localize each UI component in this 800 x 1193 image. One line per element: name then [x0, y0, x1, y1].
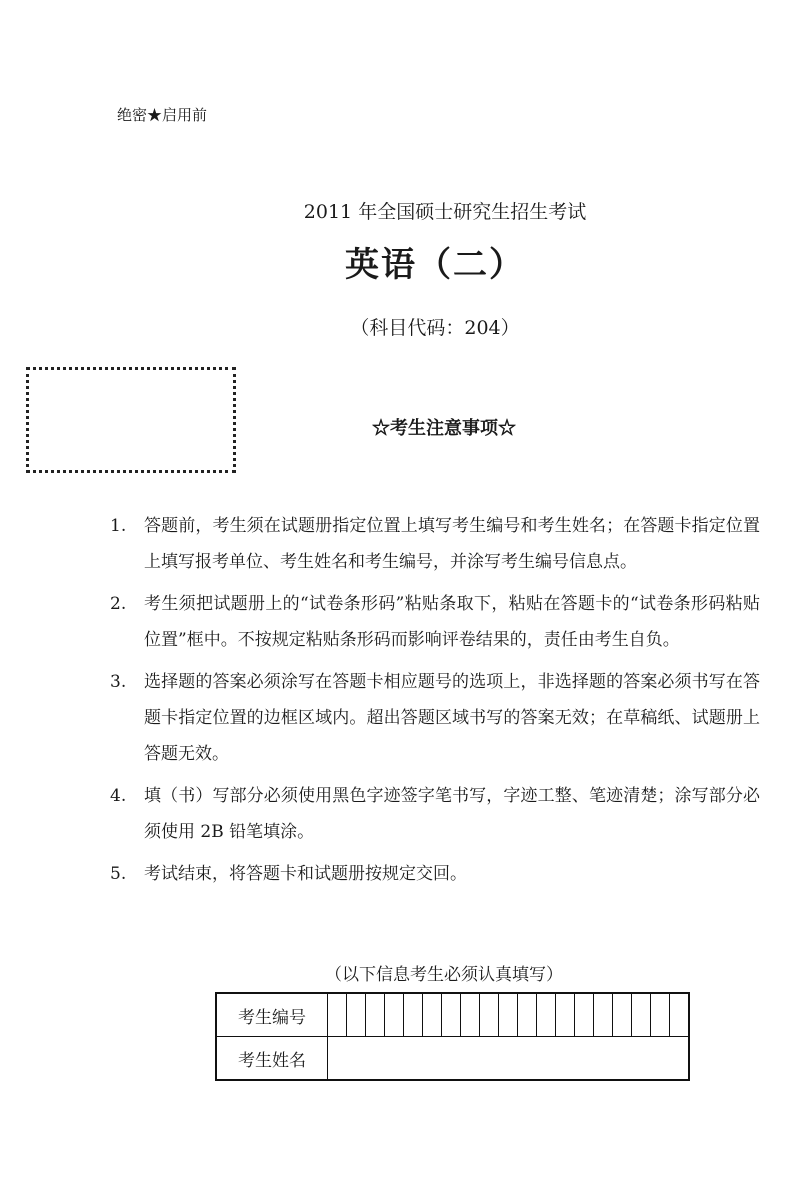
candidate-id-digit-box[interactable]: [613, 993, 632, 1037]
candidate-id-digit-box[interactable]: [461, 993, 480, 1037]
candidate-id-digit-box[interactable]: [518, 993, 537, 1037]
candidate-id-digit-box[interactable]: [423, 993, 442, 1037]
notice-item-number: 2.: [110, 594, 127, 614]
exam-title: 2011 年全国硕士研究生招生考试: [303, 201, 587, 223]
candidate-name-row: [216, 1037, 689, 1081]
notice-item-number: 4.: [110, 786, 127, 806]
fill-instruction: （以下信息考生必须认真填写）: [325, 965, 563, 985]
notice-item: [110, 586, 760, 658]
subject-code: （科目代码：204）: [350, 317, 520, 339]
candidate-id-digit-box[interactable]: [480, 993, 499, 1037]
candidate-id-digit-box[interactable]: [575, 993, 594, 1037]
notice-item: [110, 856, 760, 892]
notice-item-number: 3.: [110, 672, 127, 692]
candidate-id-label: 考生编号: [216, 993, 328, 1037]
notice-title: ☆考生注意事项☆: [372, 418, 516, 439]
candidate-id-digit-box[interactable]: [347, 993, 366, 1037]
notice-item: [110, 508, 760, 580]
notice-item-text: 填（书）写部分必须使用黑色字迹签字笔书写，字迹工整、笔迹清楚；涂写部分必须使用 2B 铅笔填涂。: [144, 786, 760, 842]
notice-item: [110, 664, 760, 772]
candidate-id-digit-box[interactable]: [651, 993, 670, 1037]
candidate-id-digit-box[interactable]: [670, 993, 690, 1037]
candidate-id-digit-box[interactable]: [442, 993, 461, 1037]
notice-item-text: 选择题的答案必须涂写在答题卡相应题号的选项上，非选择题的答案必须书写在答题卡指定位置的边框区域内。超出答题区域书写的答案无效；在草稿纸、试题册上答题无效。: [144, 672, 760, 764]
candidate-id-digit-box[interactable]: [366, 993, 385, 1037]
notice-item: [110, 778, 760, 850]
candidate-name-label: 考生姓名: [216, 1037, 328, 1081]
notice-item-text: 考试结束，将答题卡和试题册按规定交回。: [144, 864, 467, 884]
candidate-id-digit-box[interactable]: [594, 993, 613, 1037]
candidate-id-digit-box[interactable]: [632, 993, 651, 1037]
candidate-name-field[interactable]: [328, 1037, 690, 1081]
candidate-id-digit-box[interactable]: [556, 993, 575, 1037]
notice-list: [110, 508, 760, 898]
candidate-id-digit-box[interactable]: [404, 993, 423, 1037]
notice-item-number: 5.: [110, 864, 127, 884]
notice-item-text: 答题前，考生须在试题册指定位置上填写考生编号和考生姓名；在答题卡指定位置上填写报考单位、考生姓名和考生编号，并涂写考生编号信息点。: [144, 516, 760, 572]
notice-item-text: 考生须把试题册上的“试卷条形码”粘贴条取下，粘贴在答题卡的“试卷条形码粘贴位置”框中。不按规定粘贴条形码而影响评卷结果的，责任由考生自负。: [144, 594, 760, 650]
notice-item-number: 1.: [110, 516, 127, 536]
candidate-id-digit-box[interactable]: [499, 993, 518, 1037]
candidate-id-digit-box[interactable]: [537, 993, 556, 1037]
candidate-id-digit-box[interactable]: [328, 993, 347, 1037]
candidate-info-table: [215, 992, 690, 1081]
subject-title: 英语（二）: [345, 245, 525, 285]
candidate-id-digit-box[interactable]: [385, 993, 404, 1037]
candidate-id-row: [216, 993, 689, 1037]
secret-label: 绝密★启用前: [117, 106, 208, 124]
